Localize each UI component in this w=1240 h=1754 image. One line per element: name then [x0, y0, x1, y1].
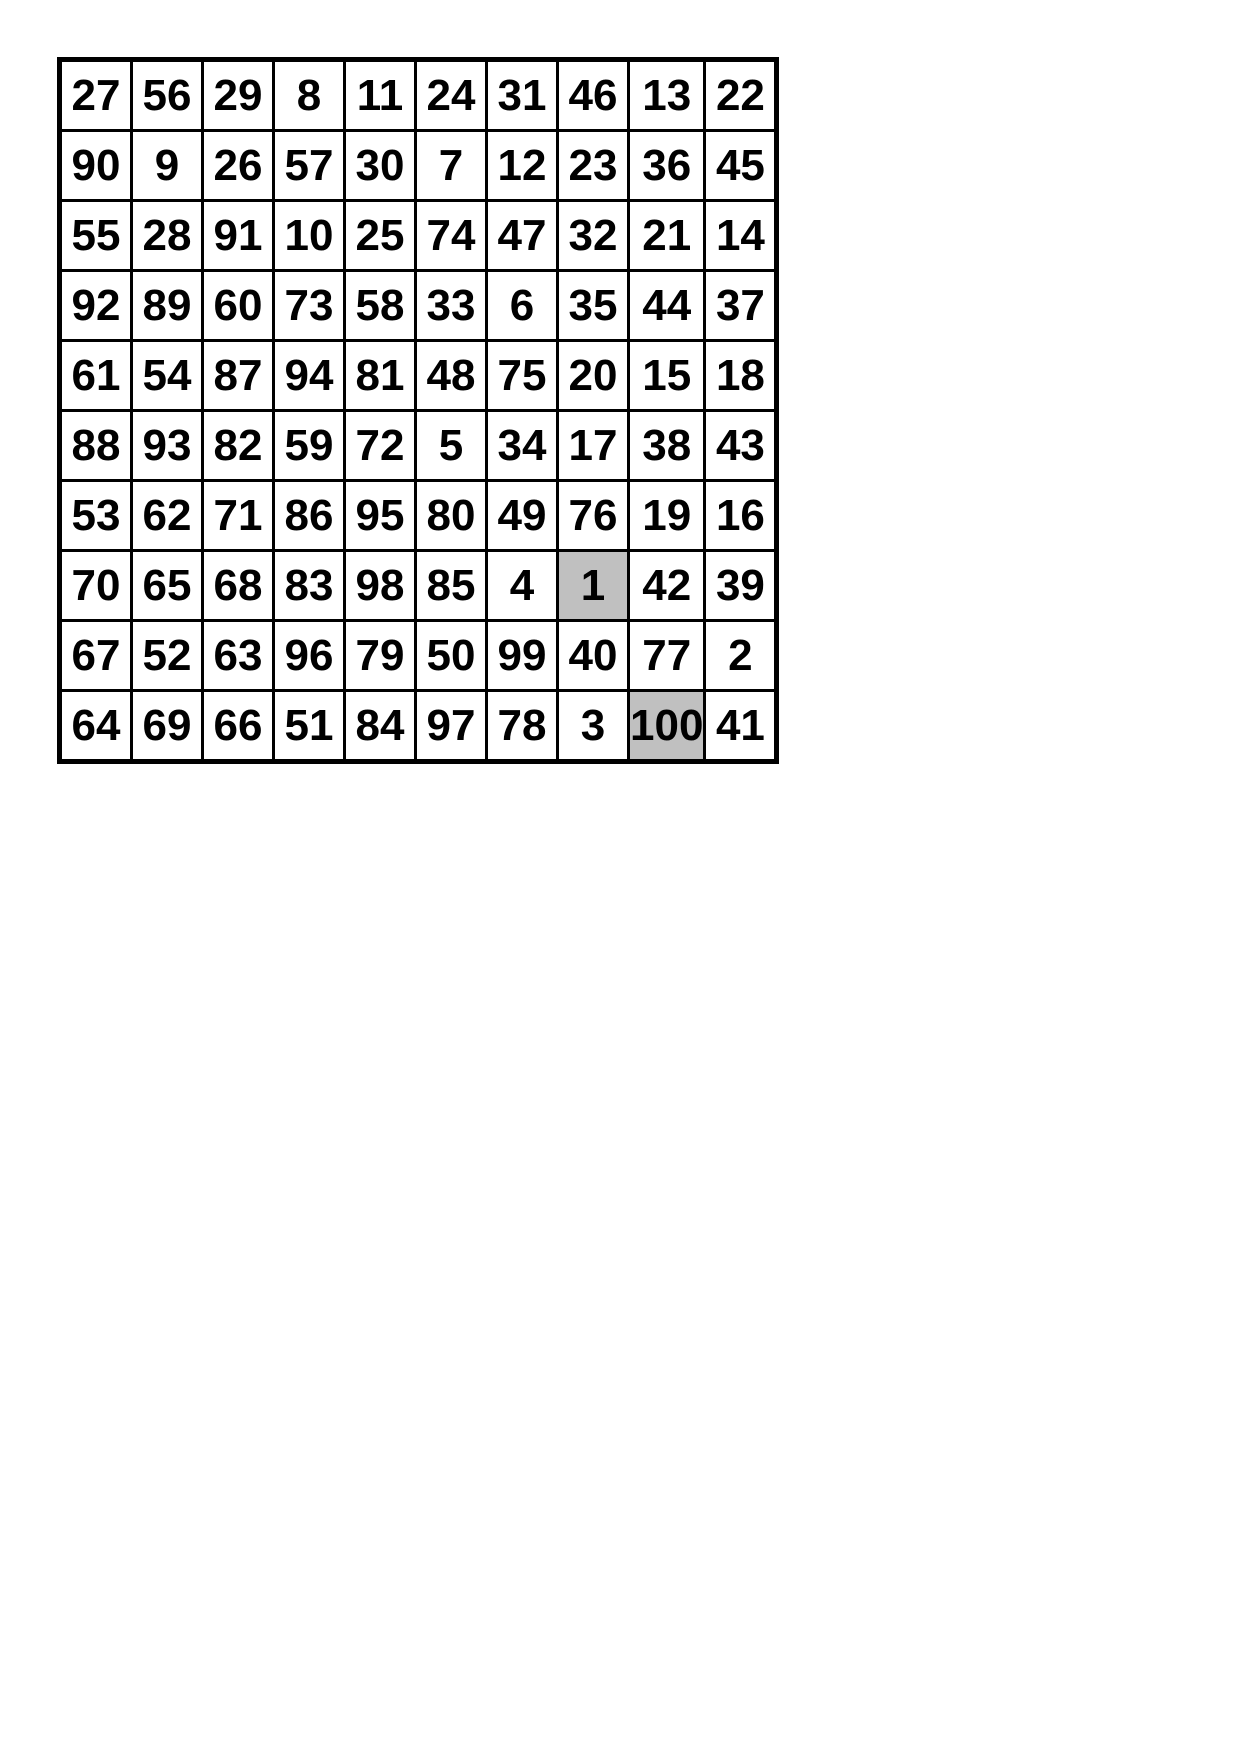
grid-row — [60, 131, 777, 201]
grid-cell: 93 — [132, 411, 203, 481]
grid-cell: 28 — [132, 201, 203, 271]
grid-cell: 46 — [558, 60, 629, 131]
grid-cell: 97 — [416, 691, 487, 762]
number-grid — [57, 57, 779, 764]
grid-cell: 62 — [132, 481, 203, 551]
grid-cell: 10 — [274, 201, 345, 271]
grid-cell: 92 — [60, 271, 132, 341]
grid-cell: 38 — [629, 411, 705, 481]
grid-cell: 15 — [629, 341, 705, 411]
grid-cell: 70 — [60, 551, 132, 621]
grid-row — [60, 60, 777, 131]
number-grid-body — [60, 60, 777, 762]
grid-cell: 64 — [60, 691, 132, 762]
grid-cell: 33 — [416, 271, 487, 341]
grid-cell: 87 — [203, 341, 274, 411]
grid-cell: 9 — [132, 131, 203, 201]
grid-cell: 55 — [60, 201, 132, 271]
grid-cell: 11 — [345, 60, 416, 131]
grid-cell: 34 — [487, 411, 558, 481]
grid-cell: 69 — [132, 691, 203, 762]
grid-cell: 41 — [705, 691, 777, 762]
grid-cell: 94 — [274, 341, 345, 411]
grid-cell: 4 — [487, 551, 558, 621]
grid-cell: 21 — [629, 201, 705, 271]
grid-cell: 58 — [345, 271, 416, 341]
grid-cell: 96 — [274, 621, 345, 691]
grid-row — [60, 481, 777, 551]
grid-cell-highlighted: 100 — [629, 691, 705, 762]
grid-cell: 61 — [60, 341, 132, 411]
grid-cell: 37 — [705, 271, 777, 341]
grid-cell: 90 — [60, 131, 132, 201]
grid-cell: 85 — [416, 551, 487, 621]
grid-cell: 86 — [274, 481, 345, 551]
grid-cell: 53 — [60, 481, 132, 551]
grid-row — [60, 691, 777, 762]
grid-cell: 42 — [629, 551, 705, 621]
grid-cell: 25 — [345, 201, 416, 271]
grid-cell-highlighted: 1 — [558, 551, 629, 621]
grid-cell: 76 — [558, 481, 629, 551]
grid-cell: 63 — [203, 621, 274, 691]
grid-cell: 35 — [558, 271, 629, 341]
grid-cell: 78 — [487, 691, 558, 762]
grid-cell: 43 — [705, 411, 777, 481]
grid-cell: 39 — [705, 551, 777, 621]
grid-cell: 68 — [203, 551, 274, 621]
grid-cell: 18 — [705, 341, 777, 411]
grid-cell: 26 — [203, 131, 274, 201]
grid-cell: 48 — [416, 341, 487, 411]
grid-cell: 73 — [274, 271, 345, 341]
grid-cell: 54 — [132, 341, 203, 411]
grid-cell: 16 — [705, 481, 777, 551]
grid-cell: 84 — [345, 691, 416, 762]
grid-cell: 7 — [416, 131, 487, 201]
grid-cell: 65 — [132, 551, 203, 621]
grid-cell: 20 — [558, 341, 629, 411]
grid-cell: 6 — [487, 271, 558, 341]
grid-cell: 45 — [705, 131, 777, 201]
grid-cell: 5 — [416, 411, 487, 481]
grid-cell: 31 — [487, 60, 558, 131]
grid-cell: 75 — [487, 341, 558, 411]
grid-cell: 72 — [345, 411, 416, 481]
grid-cell: 17 — [558, 411, 629, 481]
grid-cell: 32 — [558, 201, 629, 271]
grid-row — [60, 201, 777, 271]
grid-cell: 99 — [487, 621, 558, 691]
grid-cell: 60 — [203, 271, 274, 341]
grid-cell: 27 — [60, 60, 132, 131]
grid-cell: 47 — [487, 201, 558, 271]
grid-cell: 74 — [416, 201, 487, 271]
grid-cell: 71 — [203, 481, 274, 551]
grid-cell: 77 — [629, 621, 705, 691]
grid-cell: 83 — [274, 551, 345, 621]
grid-cell: 36 — [629, 131, 705, 201]
grid-cell: 81 — [345, 341, 416, 411]
grid-cell: 24 — [416, 60, 487, 131]
grid-cell: 44 — [629, 271, 705, 341]
grid-cell: 79 — [345, 621, 416, 691]
grid-cell: 80 — [416, 481, 487, 551]
grid-cell: 89 — [132, 271, 203, 341]
grid-cell: 12 — [487, 131, 558, 201]
grid-cell: 52 — [132, 621, 203, 691]
grid-cell: 14 — [705, 201, 777, 271]
grid-row — [60, 621, 777, 691]
grid-cell: 91 — [203, 201, 274, 271]
grid-cell: 51 — [274, 691, 345, 762]
grid-cell: 2 — [705, 621, 777, 691]
grid-row — [60, 271, 777, 341]
grid-cell: 22 — [705, 60, 777, 131]
grid-cell: 23 — [558, 131, 629, 201]
grid-cell: 66 — [203, 691, 274, 762]
grid-cell: 49 — [487, 481, 558, 551]
grid-row — [60, 551, 777, 621]
grid-cell: 19 — [629, 481, 705, 551]
grid-cell: 3 — [558, 691, 629, 762]
grid-cell: 56 — [132, 60, 203, 131]
grid-cell: 82 — [203, 411, 274, 481]
grid-cell: 8 — [274, 60, 345, 131]
grid-cell: 59 — [274, 411, 345, 481]
grid-cell: 67 — [60, 621, 132, 691]
grid-cell: 98 — [345, 551, 416, 621]
grid-cell: 95 — [345, 481, 416, 551]
grid-cell: 13 — [629, 60, 705, 131]
grid-row — [60, 411, 777, 481]
grid-cell: 40 — [558, 621, 629, 691]
grid-cell: 29 — [203, 60, 274, 131]
grid-cell: 57 — [274, 131, 345, 201]
grid-cell: 88 — [60, 411, 132, 481]
grid-cell: 50 — [416, 621, 487, 691]
grid-row — [60, 341, 777, 411]
grid-cell: 30 — [345, 131, 416, 201]
